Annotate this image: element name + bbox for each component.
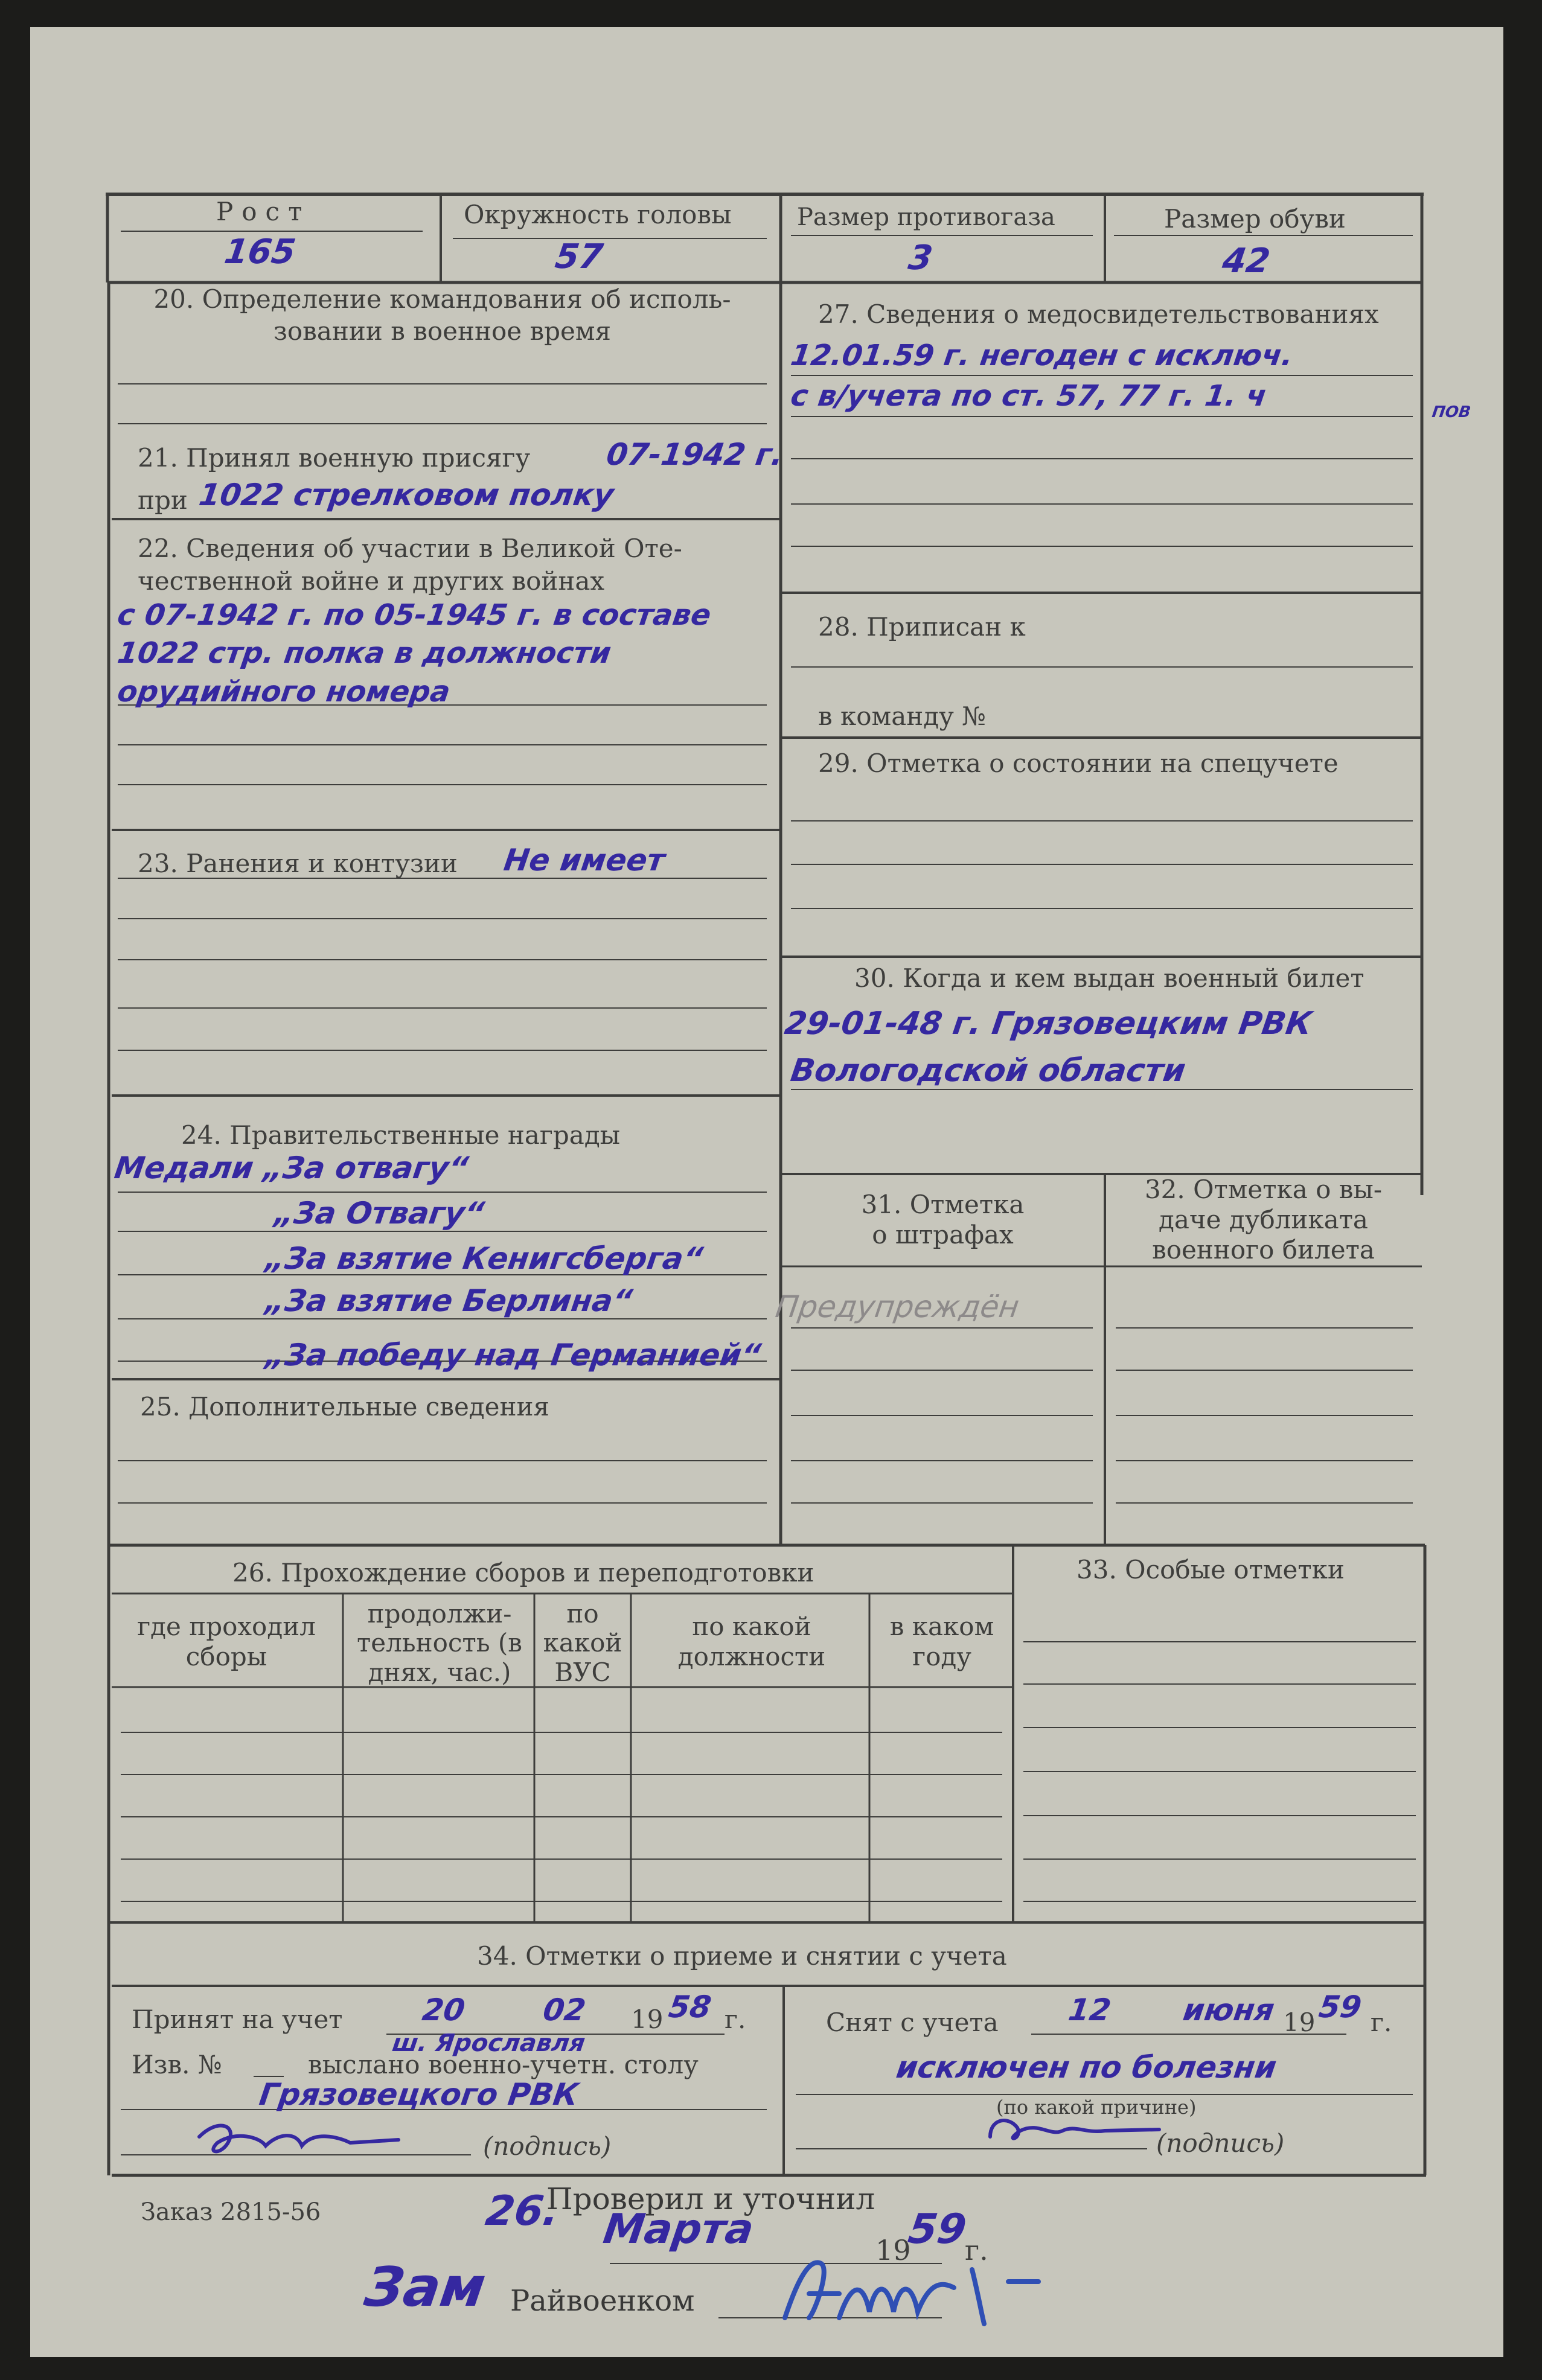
award-5: „За победу над Германией“	[263, 1338, 764, 1373]
shoe-size-value: 42	[1220, 241, 1273, 281]
commissar-signature	[773, 2245, 1063, 2336]
section-21-label: 21. Принял военную присягу	[138, 443, 531, 473]
removed-year: 59	[1316, 1989, 1364, 2024]
oath-place-label: при	[138, 485, 188, 515]
accepted-sign-label: (подпись)	[483, 2131, 612, 2161]
accepted-year-suffix: г.	[725, 2005, 746, 2034]
section-32-line1: 32. Отметка о вы-	[1144, 1175, 1383, 1204]
head-circumference-value: 57	[552, 237, 606, 276]
height-label: Рост	[216, 197, 311, 226]
award-1: Медали „За отвагу“	[112, 1150, 471, 1185]
checked-label: Проверил и уточнил	[546, 2181, 875, 2216]
gasmask-size-label: Размер противогаза	[797, 203, 1055, 231]
medical-exam-line2: с в/учета по ст. 57, 77 г. 1. ч	[789, 379, 1269, 413]
military-commissar-label: Райвоенком	[510, 2284, 695, 2318]
section-32-line3: военного билета	[1152, 1235, 1375, 1265]
order-number: Заказ 2815-56	[141, 2198, 321, 2226]
accepted-month: 02	[540, 1992, 588, 2027]
accepted-year: 58	[666, 1989, 714, 2024]
section-23-label: 23. Ранения и контузии	[138, 849, 458, 878]
section-24-label: 24. Правительственные награды	[181, 1120, 621, 1150]
head-circumference-label: Окружность головы	[464, 200, 732, 229]
medical-exam-line1: 12.01.59 г. негоден с исключ.	[789, 339, 1296, 372]
removed-signature	[984, 2107, 1165, 2155]
section-20-line1: 20. Определение командования об исполь-	[153, 284, 731, 314]
fines-value: Предупреждён	[773, 1289, 1022, 1324]
award-4: „За взятие Берлина“	[263, 1283, 635, 1318]
section-20-line2: зовании в военное время	[273, 316, 612, 346]
checked-month: Марта	[600, 2206, 757, 2253]
checked-year-prefix: 19	[875, 2234, 911, 2267]
military-id-issued-line1: 29-01-48 г. Грязовецким РВК	[782, 1006, 1314, 1042]
section-22-line2: чественной войне и других войнах	[138, 566, 605, 596]
section-26-title: 26. Прохождение сборов и переподготовки	[232, 1558, 814, 1587]
section-31-line2: о штрафах	[872, 1220, 1014, 1249]
col-where: где проходил сборы	[137, 1612, 316, 1672]
wounds-value: Не имеет	[501, 843, 667, 878]
section-29-label: 29. Отметка о состоянии на спецучете	[818, 748, 1339, 778]
shoe-size-label: Размер обуви	[1164, 204, 1346, 234]
military-id-issued-line2: Вологодской области	[788, 1053, 1188, 1089]
section-33-label: 33. Особые отметки	[1077, 1555, 1345, 1584]
removed-year-suffix: г.	[1371, 2008, 1392, 2037]
section-22-line1: 22. Сведения об участии в Великой Оте-	[138, 534, 682, 563]
medical-exam-tail: ПОВ	[1430, 403, 1472, 421]
award-3: „За взятие Кенигсберга“	[263, 1241, 705, 1276]
checked-year: 59	[905, 2206, 970, 2253]
sent-to: Грязовецкого РВК	[257, 2077, 581, 2112]
col-duration: продолжи- тельность (в днях, час.)	[357, 1599, 522, 1687]
col-year: в каком году	[889, 1612, 994, 1672]
accepted-day: 20	[420, 1992, 467, 2027]
accepted-year-prefix: 19	[631, 2005, 664, 2034]
checked-year-suffix: г.	[965, 2234, 988, 2267]
removed-month: июня	[1180, 1992, 1277, 2027]
col-position: по какой должности	[677, 1612, 826, 1672]
removed-label: Снят с учета	[826, 2008, 999, 2037]
gasmask-size-value: 3	[906, 238, 935, 278]
oath-date: 07-1942 г.	[604, 437, 786, 472]
section-32-line2: даче дубликата	[1159, 1205, 1368, 1234]
war-service-line3: орудийного номера	[115, 675, 453, 709]
team-number-label: в команду №	[818, 701, 986, 731]
section-34-title: 34. Отметки о приеме и снятии с учета	[477, 1941, 1007, 1971]
checked-day: 26.	[482, 2187, 563, 2235]
col-vus: по какой ВУС	[543, 1599, 622, 1687]
izv-label: Изв. №	[132, 2050, 222, 2079]
section-31-line1: 31. Отметка	[861, 1190, 1025, 1219]
accepted-label: Принят на учет	[132, 2005, 343, 2034]
deputy-handwritten: Зам	[360, 2256, 490, 2319]
removed-reason: исключен по болезни	[894, 2050, 1279, 2085]
section-27-label: 27. Сведения о медосвидетельствованиях	[818, 299, 1379, 329]
removed-sign-label: (подпись)	[1156, 2128, 1285, 2158]
height-value: 165	[222, 232, 298, 272]
accepted-signature	[193, 2113, 411, 2167]
removed-year-prefix: 19	[1283, 2008, 1316, 2037]
award-2: „За Отвагу“	[272, 1196, 487, 1231]
section-28-label: 28. Приписан к	[818, 612, 1026, 642]
section-25-label: 25. Дополнительные сведения	[140, 1392, 550, 1421]
sent-label: выслано военно-учетн. столу	[308, 2050, 699, 2079]
removed-day: 12	[1066, 1992, 1113, 2027]
section-30-label: 30. Когда и кем выдан военный билет	[854, 963, 1364, 993]
war-service-line2: 1022 стр. полка в должности	[115, 636, 613, 670]
oath-place: 1022 стрелковом полку	[196, 477, 616, 512]
accepted-from: ш. Ярославля	[390, 2029, 587, 2057]
reason-label: (по какой причине)	[996, 2096, 1197, 2119]
war-service-line1: с 07-1942 г. по 05-1945 г. в составе	[115, 598, 714, 632]
